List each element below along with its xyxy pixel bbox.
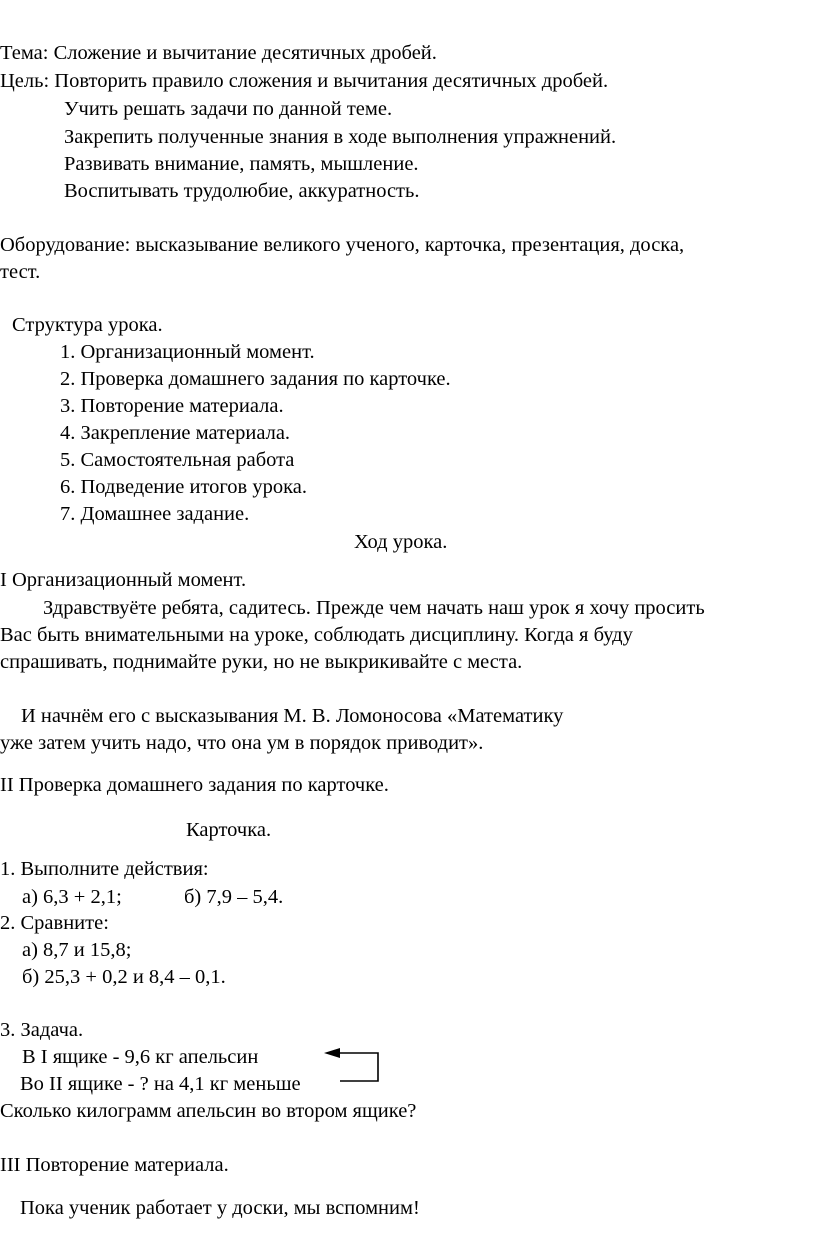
goal-item: Учить решать задачи по данной теме. <box>64 98 393 120</box>
structure-item: 1. Организационный момент. <box>60 341 315 363</box>
structure-item: 6. Подведение итогов урока. <box>60 476 307 498</box>
task2-b: б) 25,3 + 0,2 и 8,4 – 0,1. <box>22 966 226 988</box>
structure-title: Структура урока. <box>12 314 163 336</box>
section1-paragraph-line: спрашивать, поднимайте руки, но не выкрикивайте с места. <box>0 651 523 673</box>
goal-item: Развивать внимание, память, мышление. <box>64 153 419 175</box>
card-title: Карточка. <box>186 819 272 841</box>
structure-item: 5. Самостоятельная работа <box>60 449 295 471</box>
course-title: Ход урока. <box>354 531 448 553</box>
task2-title: 2. Сравните: <box>0 912 109 934</box>
section3-text: Пока ученик работает у доски, мы вспомним! <box>20 1197 420 1219</box>
task2-a: а) 8,7 и 15,8; <box>22 939 132 961</box>
task3-title: 3. Задача. <box>0 1019 84 1041</box>
section1-paragraph-line: Здравствуёте ребята, садитесь. Прежде чем начать наш урок я хочу просить <box>43 597 705 619</box>
section1-paragraph-line: Вас быть внимательными на уроке, соблюдать дисциплину. Когда я буду <box>0 624 633 646</box>
section2-title: II Проверка домашнего задания по карточке. <box>0 774 389 796</box>
task3-line-2: Во II ящике - ? на 4,1 кг меньше <box>20 1073 301 1095</box>
section1-title: I Организационный момент. <box>0 569 247 591</box>
task3-line-1: В I ящике - 9,6 кг апельсин <box>22 1046 259 1068</box>
equipment-line-2: тест. <box>0 261 41 283</box>
task1-title: 1. Выполните действия: <box>0 858 209 880</box>
topic-line: Тема: Сложение и вычитание десятичных дробей. <box>0 42 437 64</box>
section3-title: III Повторение материала. <box>0 1154 229 1176</box>
structure-item: 3. Повторение материала. <box>60 395 284 417</box>
structure-item: 2. Проверка домашнего задания по карточке. <box>60 368 451 390</box>
quote-line: И начнём его с высказывания М. В. Ломоносова «Математику <box>21 705 564 727</box>
equipment-line-1: Оборудование: высказывание великого ученого, карточка, презентация, доска, <box>0 234 685 256</box>
quote-line: уже затем учить надо, что она ум в порядок приводит». <box>0 732 484 754</box>
bracket-arrow-icon <box>318 1044 388 1090</box>
goal-item: Воспитывать трудолюбие, аккуратность. <box>64 180 420 202</box>
goal-item: Закрепить полученные знания в ходе выполнения упражнений. <box>64 126 617 148</box>
task3-question: Сколько килограмм апельсин во втором ящике? <box>0 1100 417 1122</box>
structure-item: 7. Домашнее задание. <box>60 503 250 525</box>
task1-b: б) 7,9 – 5,4. <box>184 886 284 908</box>
task1-a: а) 6,3 + 2,1; <box>22 886 122 908</box>
goal-title: Цель: Повторить правило сложения и вычитания десятичных дробей. <box>0 70 609 92</box>
structure-item: 4. Закрепление материала. <box>60 422 291 444</box>
